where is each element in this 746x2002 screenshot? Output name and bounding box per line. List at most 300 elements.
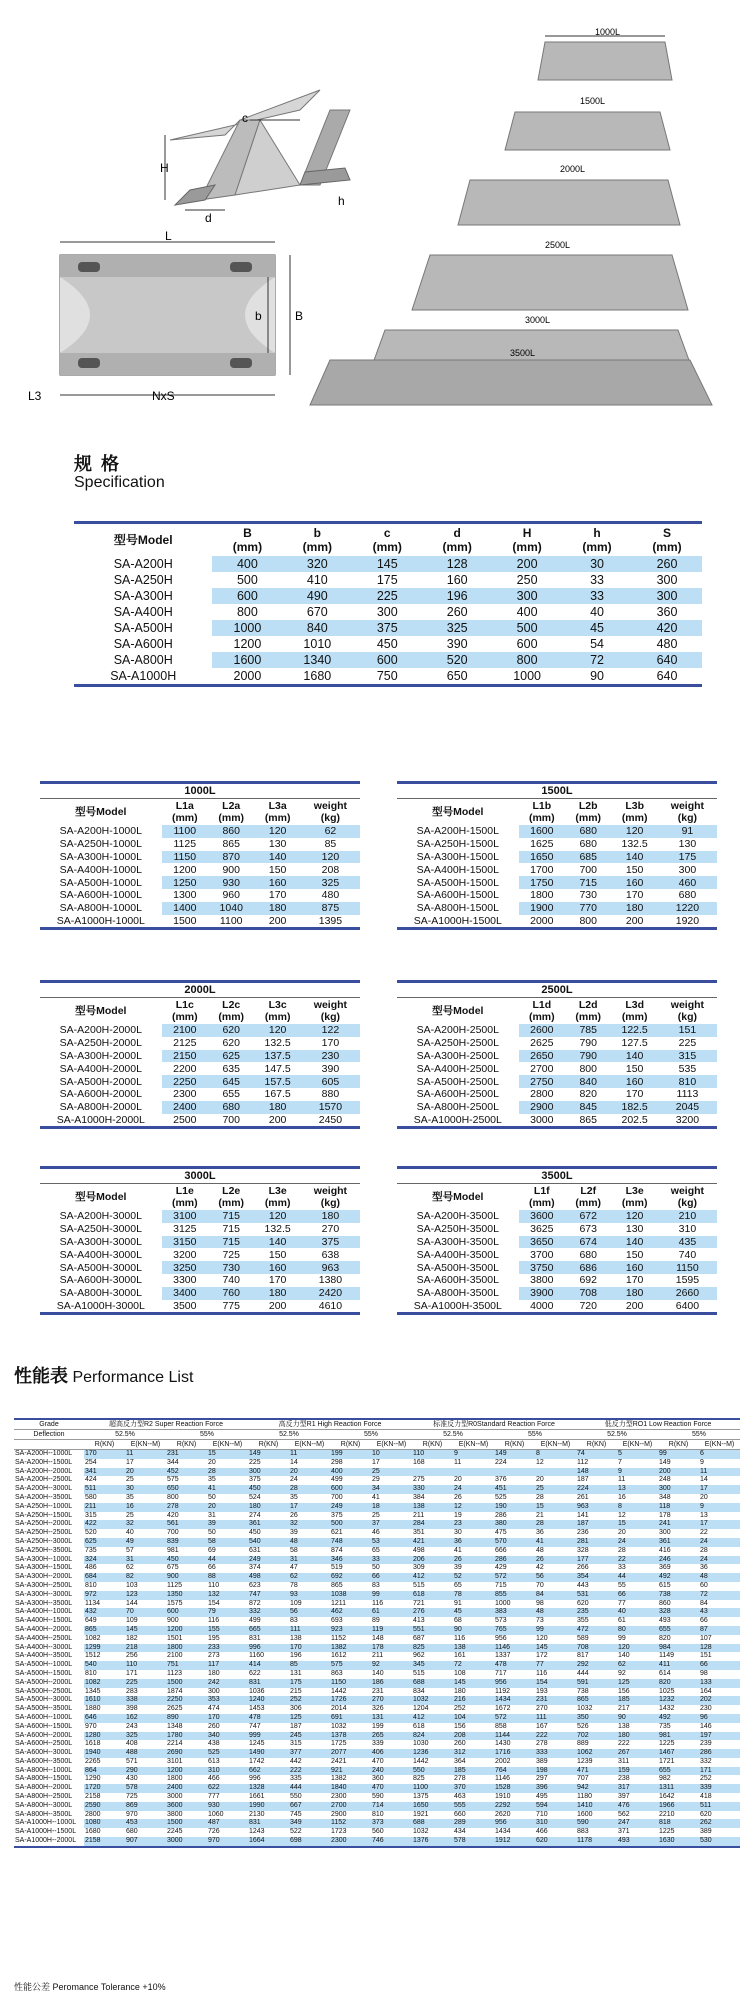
table-cell: 180 <box>248 1503 289 1512</box>
group-high: 高反力型R1 High Reaction Force <box>248 1420 412 1430</box>
table-cell <box>453 1468 494 1477</box>
table-cell: 118 <box>658 1503 699 1512</box>
perf-title <box>14 1362 193 1388</box>
table-cell: 29 <box>372 1476 380 1484</box>
table-cell: 530 <box>699 1837 740 1846</box>
header-label: B <box>243 526 252 540</box>
table-cell: 88 <box>207 1573 248 1582</box>
table-cell: 30 <box>125 1485 166 1494</box>
table-cell: 260 <box>446 605 468 619</box>
table-cell: 78 <box>453 1591 494 1600</box>
table-cell: 1595 <box>675 1274 700 1287</box>
table-cell: 470 <box>372 1757 384 1765</box>
table-cell: 278 <box>536 1740 548 1748</box>
table-cell: 15 <box>617 1520 658 1529</box>
table-cell: 1382 <box>330 1644 371 1653</box>
table-cell: 30 <box>454 1529 462 1537</box>
table-cell: 15 <box>207 1450 248 1459</box>
header-label: L2a <box>222 800 241 812</box>
header-cell <box>162 998 208 1024</box>
label-NxS: NxS <box>152 389 175 403</box>
table-cell: 1716 <box>494 1749 535 1758</box>
table-cell: 61 <box>371 1608 412 1617</box>
table-cell: 3000 <box>166 1837 207 1846</box>
table-cell: 1100 <box>412 1784 453 1793</box>
table-cell: 740 <box>222 1274 240 1287</box>
table-cell: 300 <box>208 1687 220 1695</box>
table-cell: SA-A250H-3500L <box>416 1223 499 1236</box>
table-cell: 1010 <box>303 637 332 651</box>
table-cell: 170 <box>289 1644 330 1653</box>
table-cell: 167.5 <box>264 1088 291 1101</box>
table-cell: 470 <box>371 1784 412 1793</box>
table-cell: 14 <box>290 1458 298 1466</box>
table-cell: 266 <box>577 1564 589 1572</box>
table-cell: 348 <box>659 1493 671 1501</box>
table-cell: 1512 <box>85 1652 101 1660</box>
table-cell: 498 <box>248 1573 289 1582</box>
table-cell: 26 <box>290 1511 298 1519</box>
table-cell: 520 <box>422 652 492 668</box>
table-cell: 132 <box>207 1591 248 1600</box>
table-row <box>14 1547 740 1556</box>
table-row <box>14 1468 740 1477</box>
table-cell: 418 <box>700 1793 712 1801</box>
table-cell: 499 <box>249 1617 261 1625</box>
table-cell: 83 <box>372 1581 380 1589</box>
table-cell: 160 <box>611 1075 657 1088</box>
table-cell: 186 <box>371 1679 412 1688</box>
table-cell: 1721 <box>659 1757 675 1765</box>
table-cell: 710 <box>536 1810 548 1818</box>
table-cell: 32 <box>289 1520 330 1529</box>
table-cell: 22 <box>700 1529 708 1537</box>
table-cell: 41 <box>372 1493 380 1501</box>
table-cell: 1025 <box>659 1687 675 1695</box>
table-cell: 471 <box>576 1767 617 1776</box>
table-cell: 138 <box>618 1722 630 1730</box>
table-cell: 960 <box>222 889 240 902</box>
table-row <box>40 902 360 915</box>
table-cell: 1442 <box>413 1757 429 1765</box>
table-cell: 3625 <box>530 1223 554 1236</box>
table-cell: 535 <box>678 1062 697 1075</box>
spec-header-cell <box>632 523 702 557</box>
table-cell: SA-A400H--1000L <box>15 1608 73 1616</box>
header-unit: (mm) <box>218 812 245 824</box>
table-cell: 874 <box>331 1546 343 1554</box>
table-cell: 1328 <box>248 1784 289 1793</box>
table-cell: 1726 <box>330 1696 371 1705</box>
header-unit: (mm) <box>528 1197 555 1209</box>
table-cell: SA-A400H-1000L <box>59 863 142 876</box>
table-cell: 1500 <box>173 914 197 927</box>
table-cell: 2750 <box>519 1075 565 1088</box>
label-2000L: 2000L <box>560 164 586 174</box>
table-cell: 1880 <box>85 1705 101 1713</box>
table-cell: 747 <box>248 1591 289 1600</box>
table-cell: 870 <box>208 851 254 864</box>
table-cell: 2000 <box>530 914 554 927</box>
header-unit: (kg) <box>320 1197 341 1209</box>
table-cell: 73 <box>536 1617 544 1625</box>
unit-header: R(KN) <box>412 1440 453 1450</box>
table-cell: 156 <box>454 1722 466 1730</box>
table-row <box>14 1802 740 1811</box>
table-row <box>14 1494 740 1503</box>
table-cell: 8 <box>535 1450 576 1459</box>
table-row <box>40 1037 360 1050</box>
table-cell: 160 <box>446 573 468 587</box>
table-row <box>40 1300 360 1313</box>
table-cell: SA-A800H-2500L <box>416 1101 499 1114</box>
table-cell: 1920 <box>675 914 700 927</box>
table-cell: 206 <box>412 1556 453 1565</box>
table-cell: 2125 <box>173 1037 197 1050</box>
table-cell: 1800 <box>166 1644 207 1653</box>
table-cell: 434 <box>454 1828 466 1836</box>
table-cell: 1720 <box>84 1784 125 1793</box>
table-cell: 72 <box>453 1661 494 1670</box>
table-cell: 240 <box>371 1767 412 1776</box>
defl-cell: 55% <box>166 1430 248 1440</box>
table-cell: 90 <box>617 1714 658 1723</box>
table-row <box>40 1274 360 1287</box>
table-cell: 575 <box>167 1476 179 1484</box>
table-cell: 1150 <box>330 1679 371 1688</box>
table-cell: 243 <box>126 1722 138 1730</box>
table-cell: 746 <box>371 1837 412 1846</box>
table-cell: 180 <box>254 1101 300 1114</box>
table-cell: 2800 <box>85 1810 101 1818</box>
table-cell: 818 <box>658 1819 699 1828</box>
header-label: L3b <box>625 800 644 812</box>
table-cell: 2421 <box>331 1757 347 1765</box>
table-cell: 1032 <box>412 1696 453 1705</box>
table-row <box>397 1300 717 1313</box>
header-cell <box>611 799 657 825</box>
table-row <box>397 915 717 928</box>
table-cell: 339 <box>699 1784 740 1793</box>
table-cell: SA-A600H-1500L <box>416 889 499 902</box>
table-cell: 570 <box>494 1538 535 1547</box>
table-cell: 1725 <box>331 1740 347 1748</box>
table-cell: SA-A500H-1000L <box>59 876 142 889</box>
table-cell: 1434 <box>495 1828 511 1836</box>
table-cell: 645 <box>208 1075 254 1088</box>
perf-deflection-row <box>14 1430 740 1440</box>
table-cell: 625 <box>208 1050 254 1063</box>
table-cell: 1146 <box>494 1644 535 1653</box>
table-row <box>14 1556 740 1565</box>
table-cell: 233 <box>207 1644 248 1653</box>
table-cell: 726 <box>208 1828 220 1836</box>
table-cell: SA-A600H--1000L <box>15 1713 73 1721</box>
group-low: 低反力型RO1 Low Reaction Force <box>576 1420 740 1430</box>
table-cell: 300 <box>492 588 562 604</box>
table-cell: 499 <box>331 1476 343 1484</box>
table-cell: 110 <box>412 1450 453 1459</box>
table-cell: 25 <box>126 1511 134 1519</box>
table-cell: 520 <box>85 1529 97 1537</box>
unit-header: E(KN--M) <box>371 1440 412 1450</box>
table-cell: 869 <box>125 1802 166 1811</box>
defl-cell: 55% <box>658 1430 740 1440</box>
table-cell: SA-A1000H <box>110 669 177 683</box>
table-row <box>74 652 702 668</box>
header-label: L3e <box>625 1185 644 1197</box>
grade-header: Grade <box>14 1420 84 1430</box>
table-cell: 80 <box>617 1626 658 1635</box>
table-cell: 2077 <box>330 1749 371 1758</box>
table-row <box>40 1075 360 1088</box>
table-row <box>397 1248 717 1261</box>
table-cell: 640 <box>656 669 678 683</box>
table-cell: 149 <box>494 1450 535 1459</box>
table-cell: 109 <box>290 1599 302 1607</box>
header-label: weight <box>313 1185 348 1197</box>
table-row <box>14 1679 740 1688</box>
defl-cell: 52.5% <box>84 1430 166 1440</box>
table-cell: 620 <box>577 1599 589 1607</box>
table-cell: SA-A200H--2500L <box>15 1476 73 1484</box>
table-cell: 289 <box>453 1819 494 1828</box>
table-cell: 5 <box>617 1450 658 1459</box>
table-cell: SA-A600H-3000L <box>59 1274 142 1287</box>
table-cell: SA-A250H--2500L <box>15 1529 73 1537</box>
table-cell: 1467 <box>658 1749 699 1758</box>
table-cell: 11 <box>618 1476 626 1484</box>
table-cell: 670 <box>306 605 328 619</box>
table-cell: 883 <box>577 1828 589 1836</box>
table-title: 2500L <box>397 983 717 998</box>
table-cell: 140 <box>611 1236 657 1249</box>
table-cell: 735 <box>659 1722 671 1730</box>
table-cell: 672 <box>565 1210 611 1223</box>
perf-title-en: Performance List <box>72 1369 194 1386</box>
table-cell: 817 <box>577 1652 589 1660</box>
table-cell: 120 <box>301 851 360 864</box>
table-cell: 20 <box>208 1458 216 1466</box>
table-cell: 2620 <box>495 1810 511 1818</box>
table-cell: SA-A300H-2500L <box>416 1049 499 1062</box>
table-cell: 340 <box>207 1732 248 1741</box>
header-row <box>40 998 360 1024</box>
header-label: 型号Model <box>75 806 127 818</box>
table-row <box>14 1732 740 1741</box>
table-cell: 167 <box>536 1722 548 1730</box>
table-row <box>14 1661 740 1670</box>
table-cell: 41 <box>454 1546 462 1554</box>
table-cell: 3150 <box>162 1236 208 1249</box>
header-unit: (kg) <box>320 1011 341 1023</box>
table-cell: 120 <box>536 1634 548 1642</box>
table-cell: 1149 <box>659 1652 675 1660</box>
table-cell: 810 <box>85 1581 97 1589</box>
table-cell: 956 <box>494 1679 535 1688</box>
table-cell: 35 <box>290 1493 298 1501</box>
table-cell: 594 <box>535 1802 576 1811</box>
table-cell: 28 <box>535 1520 576 1529</box>
table-cell: 82 <box>125 1573 166 1582</box>
table-cell: 1337 <box>495 1652 511 1660</box>
table-row <box>14 1608 740 1617</box>
table-cell: 245 <box>289 1732 330 1741</box>
table-cell: 725 <box>126 1793 138 1801</box>
table-cell: 190 <box>494 1503 535 1512</box>
header-unit: (mm) <box>575 1011 602 1023</box>
table-cell: 154 <box>208 1599 220 1607</box>
table-cell: 1348 <box>167 1722 183 1730</box>
header-unit: (mm) <box>575 812 602 824</box>
table-cell: 26 <box>454 1493 462 1501</box>
table-cell: 667 <box>289 1802 330 1811</box>
group-super: 超高反力型R2 Super Reaction Force <box>84 1420 248 1430</box>
header-cell <box>254 1184 300 1210</box>
table-row <box>74 620 702 636</box>
table-cell: 360 <box>372 1775 384 1783</box>
header-label: weight <box>670 800 705 812</box>
table-cell: 618 <box>412 1591 453 1600</box>
table-cell: 2450 <box>318 1113 343 1126</box>
table-cell: 89 <box>372 1617 380 1625</box>
table-cell: 890 <box>166 1714 207 1723</box>
table-cell: 751 <box>166 1661 207 1670</box>
table-row <box>14 1670 740 1679</box>
table-cell: 1382 <box>331 1775 347 1783</box>
table-cell: 65 <box>454 1581 462 1589</box>
table-cell: 62 <box>301 825 360 838</box>
table-row <box>14 1696 740 1705</box>
table-cell: 20 <box>454 1476 462 1484</box>
table-cell: 346 <box>330 1556 371 1565</box>
table-cell: 1630 <box>658 1837 699 1846</box>
table-cell: 28 <box>289 1485 330 1494</box>
table-cell: 286 <box>495 1511 507 1519</box>
table-cell: 480 <box>656 637 678 651</box>
table-cell: 777 <box>208 1793 220 1801</box>
table-row <box>14 1837 740 1846</box>
table-row <box>40 889 360 902</box>
table-cell: 474 <box>208 1705 220 1713</box>
table-cell: 18 <box>371 1503 412 1512</box>
table-cell: 120 <box>611 1210 657 1223</box>
table-cell: SA-A600H--2000L <box>15 1731 73 1739</box>
table-row <box>40 1114 360 1127</box>
table-cell: 171 <box>699 1767 740 1776</box>
table-row <box>14 1793 740 1802</box>
table-cell: 524 <box>249 1493 261 1501</box>
table-cell: SA-A800H <box>113 653 173 667</box>
table-cell: 578 <box>453 1837 494 1846</box>
table-cell: 146 <box>700 1722 712 1730</box>
table-cell: 40 <box>590 605 604 619</box>
table-cell: 2002 <box>495 1757 511 1765</box>
label-c: c <box>242 111 248 125</box>
table-cell: 155 <box>207 1626 248 1635</box>
table-cell: 3700 <box>530 1248 554 1261</box>
header-cell <box>611 998 657 1024</box>
unit-header: R(KN) <box>84 1440 125 1450</box>
table-row <box>14 1476 740 1485</box>
table-row <box>40 1024 360 1037</box>
table-cell: 685 <box>565 851 611 864</box>
table-cell: 760 <box>208 1287 254 1300</box>
table-cell: SA-A300H--2000L <box>15 1573 73 1581</box>
table-cell: 840 <box>565 1075 611 1088</box>
table-cell: 39 <box>454 1564 462 1572</box>
table-cell: 400 <box>516 605 538 619</box>
table-cell: 1036 <box>249 1687 265 1695</box>
table-cell: 17 <box>372 1458 380 1466</box>
table-cell: 180 <box>208 1669 220 1677</box>
table-3500L <box>397 1166 717 1315</box>
table-cell: 1062 <box>576 1749 617 1758</box>
table-cell: SA-A400H--3500L <box>15 1652 73 1660</box>
table-cell: 1618 <box>85 1740 101 1748</box>
table-cell: 1340 <box>282 652 352 668</box>
table-cell: 2300 <box>331 1793 347 1801</box>
table-cell: 923 <box>330 1626 371 1635</box>
table-cell: 1410 <box>576 1802 617 1811</box>
table-cell: SA-A300H-1500L <box>416 850 499 863</box>
table-cell: 1650 <box>519 851 565 864</box>
table-row <box>397 838 717 851</box>
table-cell: 107 <box>700 1634 712 1642</box>
table-cell: 1032 <box>331 1722 347 1730</box>
header-label: L3c <box>268 999 287 1011</box>
table-cell: 98 <box>536 1599 544 1607</box>
table-cell: 561 <box>166 1520 207 1529</box>
table-cell: 230 <box>301 1050 360 1063</box>
table-cell: 74 <box>576 1450 617 1459</box>
table-cell: SA-A800H--3500L <box>15 1810 73 1818</box>
header-label: 型号Model <box>113 533 173 547</box>
table-cell: 12 <box>618 1511 626 1519</box>
table-cell: 970 <box>126 1810 138 1818</box>
table-cell: 79 <box>207 1608 248 1617</box>
table-cell: 1032 <box>413 1828 429 1836</box>
table-cell: 660 <box>454 1810 466 1818</box>
table-cell: 1800 <box>167 1775 183 1783</box>
table-cell: 274 <box>249 1511 261 1519</box>
header-cell <box>658 1184 717 1210</box>
unit-header: R(KN) <box>576 1440 617 1450</box>
table-cell: 790 <box>565 1050 611 1063</box>
unit-header: E(KN--M) <box>289 1440 330 1450</box>
table-cell: 351 <box>413 1529 425 1537</box>
table-cell: 311 <box>618 1757 630 1765</box>
table-cell: 225 <box>249 1458 261 1466</box>
table-cell: 1376 <box>412 1837 453 1846</box>
table-cell: 256 <box>126 1652 138 1660</box>
table-cell: 231 <box>535 1696 576 1705</box>
header-label: L1a <box>175 800 194 812</box>
table-cell: 199 <box>372 1722 384 1730</box>
table-cell: 435 <box>658 1236 717 1249</box>
table-cell: 270 <box>321 1223 340 1236</box>
table-cell: SA-A500H-3000L <box>59 1261 142 1274</box>
table-cell: 371 <box>618 1828 630 1836</box>
table-cell: 20 <box>289 1468 330 1477</box>
table-cell: 1910 <box>495 1793 511 1801</box>
table-cell: 865 <box>576 1696 617 1705</box>
table-cell: 963 <box>301 1261 360 1274</box>
table-cell: 380 <box>494 1520 535 1529</box>
table-cell: 600 <box>516 637 538 651</box>
table-cell: SA-A200H--2000L <box>15 1467 73 1475</box>
table-cell: 344 <box>167 1458 179 1466</box>
